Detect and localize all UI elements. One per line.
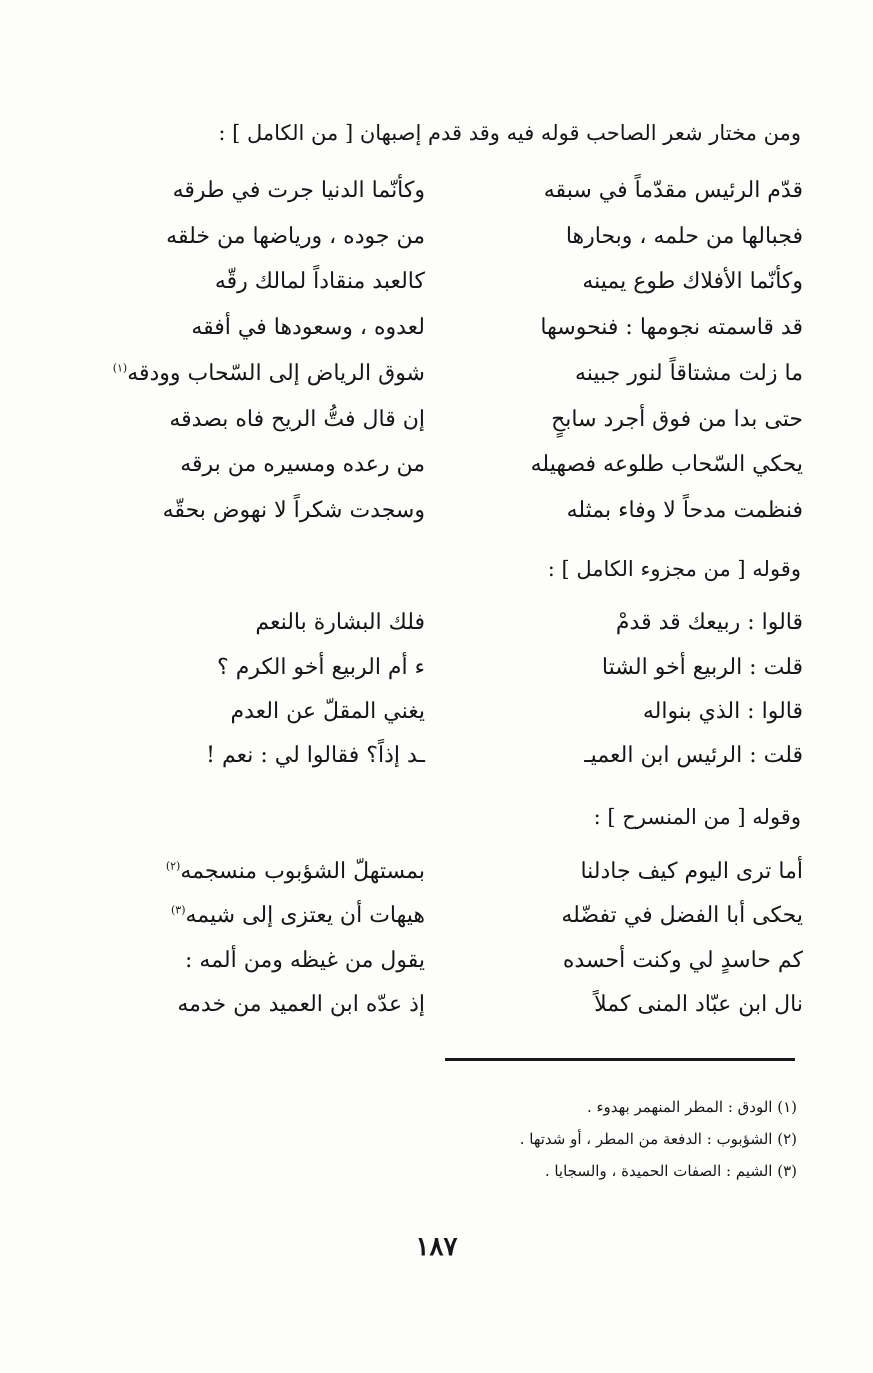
verse-3-2-second-text: هيهات أن يعتزى إلى شيمه: [185, 903, 425, 928]
verse-1-5-second-text: شوق الرياض إلى السّحاب وودقه: [127, 361, 425, 386]
verse-1-8-first: فنظمت مدحاً لا وفاء بمثله: [566, 498, 803, 523]
verse-2-1-second: فلك البشارة بالنعم: [255, 610, 425, 635]
verse-1-4-first: قد قاسمته نجومها : فنحوسها: [540, 315, 803, 340]
verse-2-3-second: يغني المقلّ عن العدم: [230, 699, 425, 724]
verse-1-3-second: كالعبد منقاداً لمالك رقّه: [214, 269, 425, 294]
section-1-intro: ومن مختار شعر الصاحب قوله فيه وقد قدم إصبهان [ من الكامل ] :: [218, 121, 801, 145]
verse-1-2-second: من جوده ، ورياضها من خلقه: [166, 224, 425, 249]
verse-1-5-second: [80, 359, 425, 389]
footnote-marker-3: (٣): [170, 903, 186, 917]
verse-2-4-first: قلت : الرئيس ابن العميـ: [584, 743, 803, 768]
verse-1-1-first: قدّم الرئيس مقدّماً في سبقه: [543, 178, 803, 203]
verse-2-2-first: قلت : الربيع أخو الشتا: [601, 655, 803, 680]
verse-1-7-first: يحكي السّحاب طلوعه فصهيله: [530, 452, 803, 477]
section-2-intro: وقوله [ من مجزوء الكامل ] :: [547, 557, 801, 581]
verse-1-8-second: وسجدت شكراً لا نهوض بحقّه: [162, 498, 425, 523]
verse-1-3-first: وكأنّما الأفلاك طوع يمينه: [582, 269, 803, 294]
verse-2-2-second: ء أم الربيع أخو الكرم ؟: [217, 655, 425, 680]
verse-1-6-first: حتى بدا من فوق أجرد سابحٍ: [551, 407, 803, 432]
verse-3-4-second: إذ عدّه ابن العميد من خدمه: [177, 992, 425, 1017]
footnote-divider: [445, 1058, 795, 1061]
verse-1-2-first: فجبالها من حلمه ، وبحارها: [565, 224, 803, 249]
verse-1-5-first: ما زلت مشتاقاً لنور جبينه: [574, 361, 803, 386]
verse-3-4-first: نال ابن عبّاد المنى كملاً: [594, 992, 803, 1017]
footnote-marker-2: (٢): [165, 859, 181, 873]
verse-3-3-first: كم حاسدٍ لي وكنت أحسده: [562, 948, 803, 973]
verse-3-3-second: يقول من غيظه ومن ألمه :: [185, 948, 425, 973]
verse-3-1-second-text: بمستهلّ الشؤبوب منسجمه: [180, 859, 425, 884]
section-3-intro: وقوله [ من المنسرح ] :: [593, 805, 801, 829]
verse-1-4-second: لعدوه ، وسعودها في أفقه: [191, 315, 425, 340]
verse-3-2-first: يحكى أبا الفضل في تفضّله: [561, 903, 803, 928]
footnote-3: (٣) الشيم : الصفات الحميدة ، والسجايا .: [544, 1162, 797, 1180]
verse-2-4-second: ـد إذاً؟ فقالوا لي : نعم !: [206, 743, 425, 768]
footnote-2: (٢) الشؤبوب : الدفعة من المطر ، أو شدتها .: [519, 1130, 797, 1148]
verse-1-7-second: من رعده ومسيره من برقه: [180, 452, 425, 477]
verse-1-6-second: إن قال فتُّ الريح فاه بصدقه: [169, 407, 425, 432]
verse-3-1-first: أما ترى اليوم كيف جادلنا: [580, 859, 803, 884]
verse-1-1-second: وكأنّما الدنيا جرت في طرقه: [172, 178, 425, 203]
footnote-1: (١) الودق : المطر المنهمر بهدوء .: [586, 1098, 797, 1116]
verse-3-1-second: [80, 857, 425, 887]
verse-3-2-second: [80, 901, 425, 931]
verse-2-1-first: قالوا : ربيعك قد قدمْ: [615, 610, 803, 635]
footnote-marker-1: (١): [112, 361, 128, 375]
page-number: ١٨٧: [415, 1232, 458, 1262]
verse-2-3-first: قالوا : الذي بنواله: [642, 699, 803, 724]
